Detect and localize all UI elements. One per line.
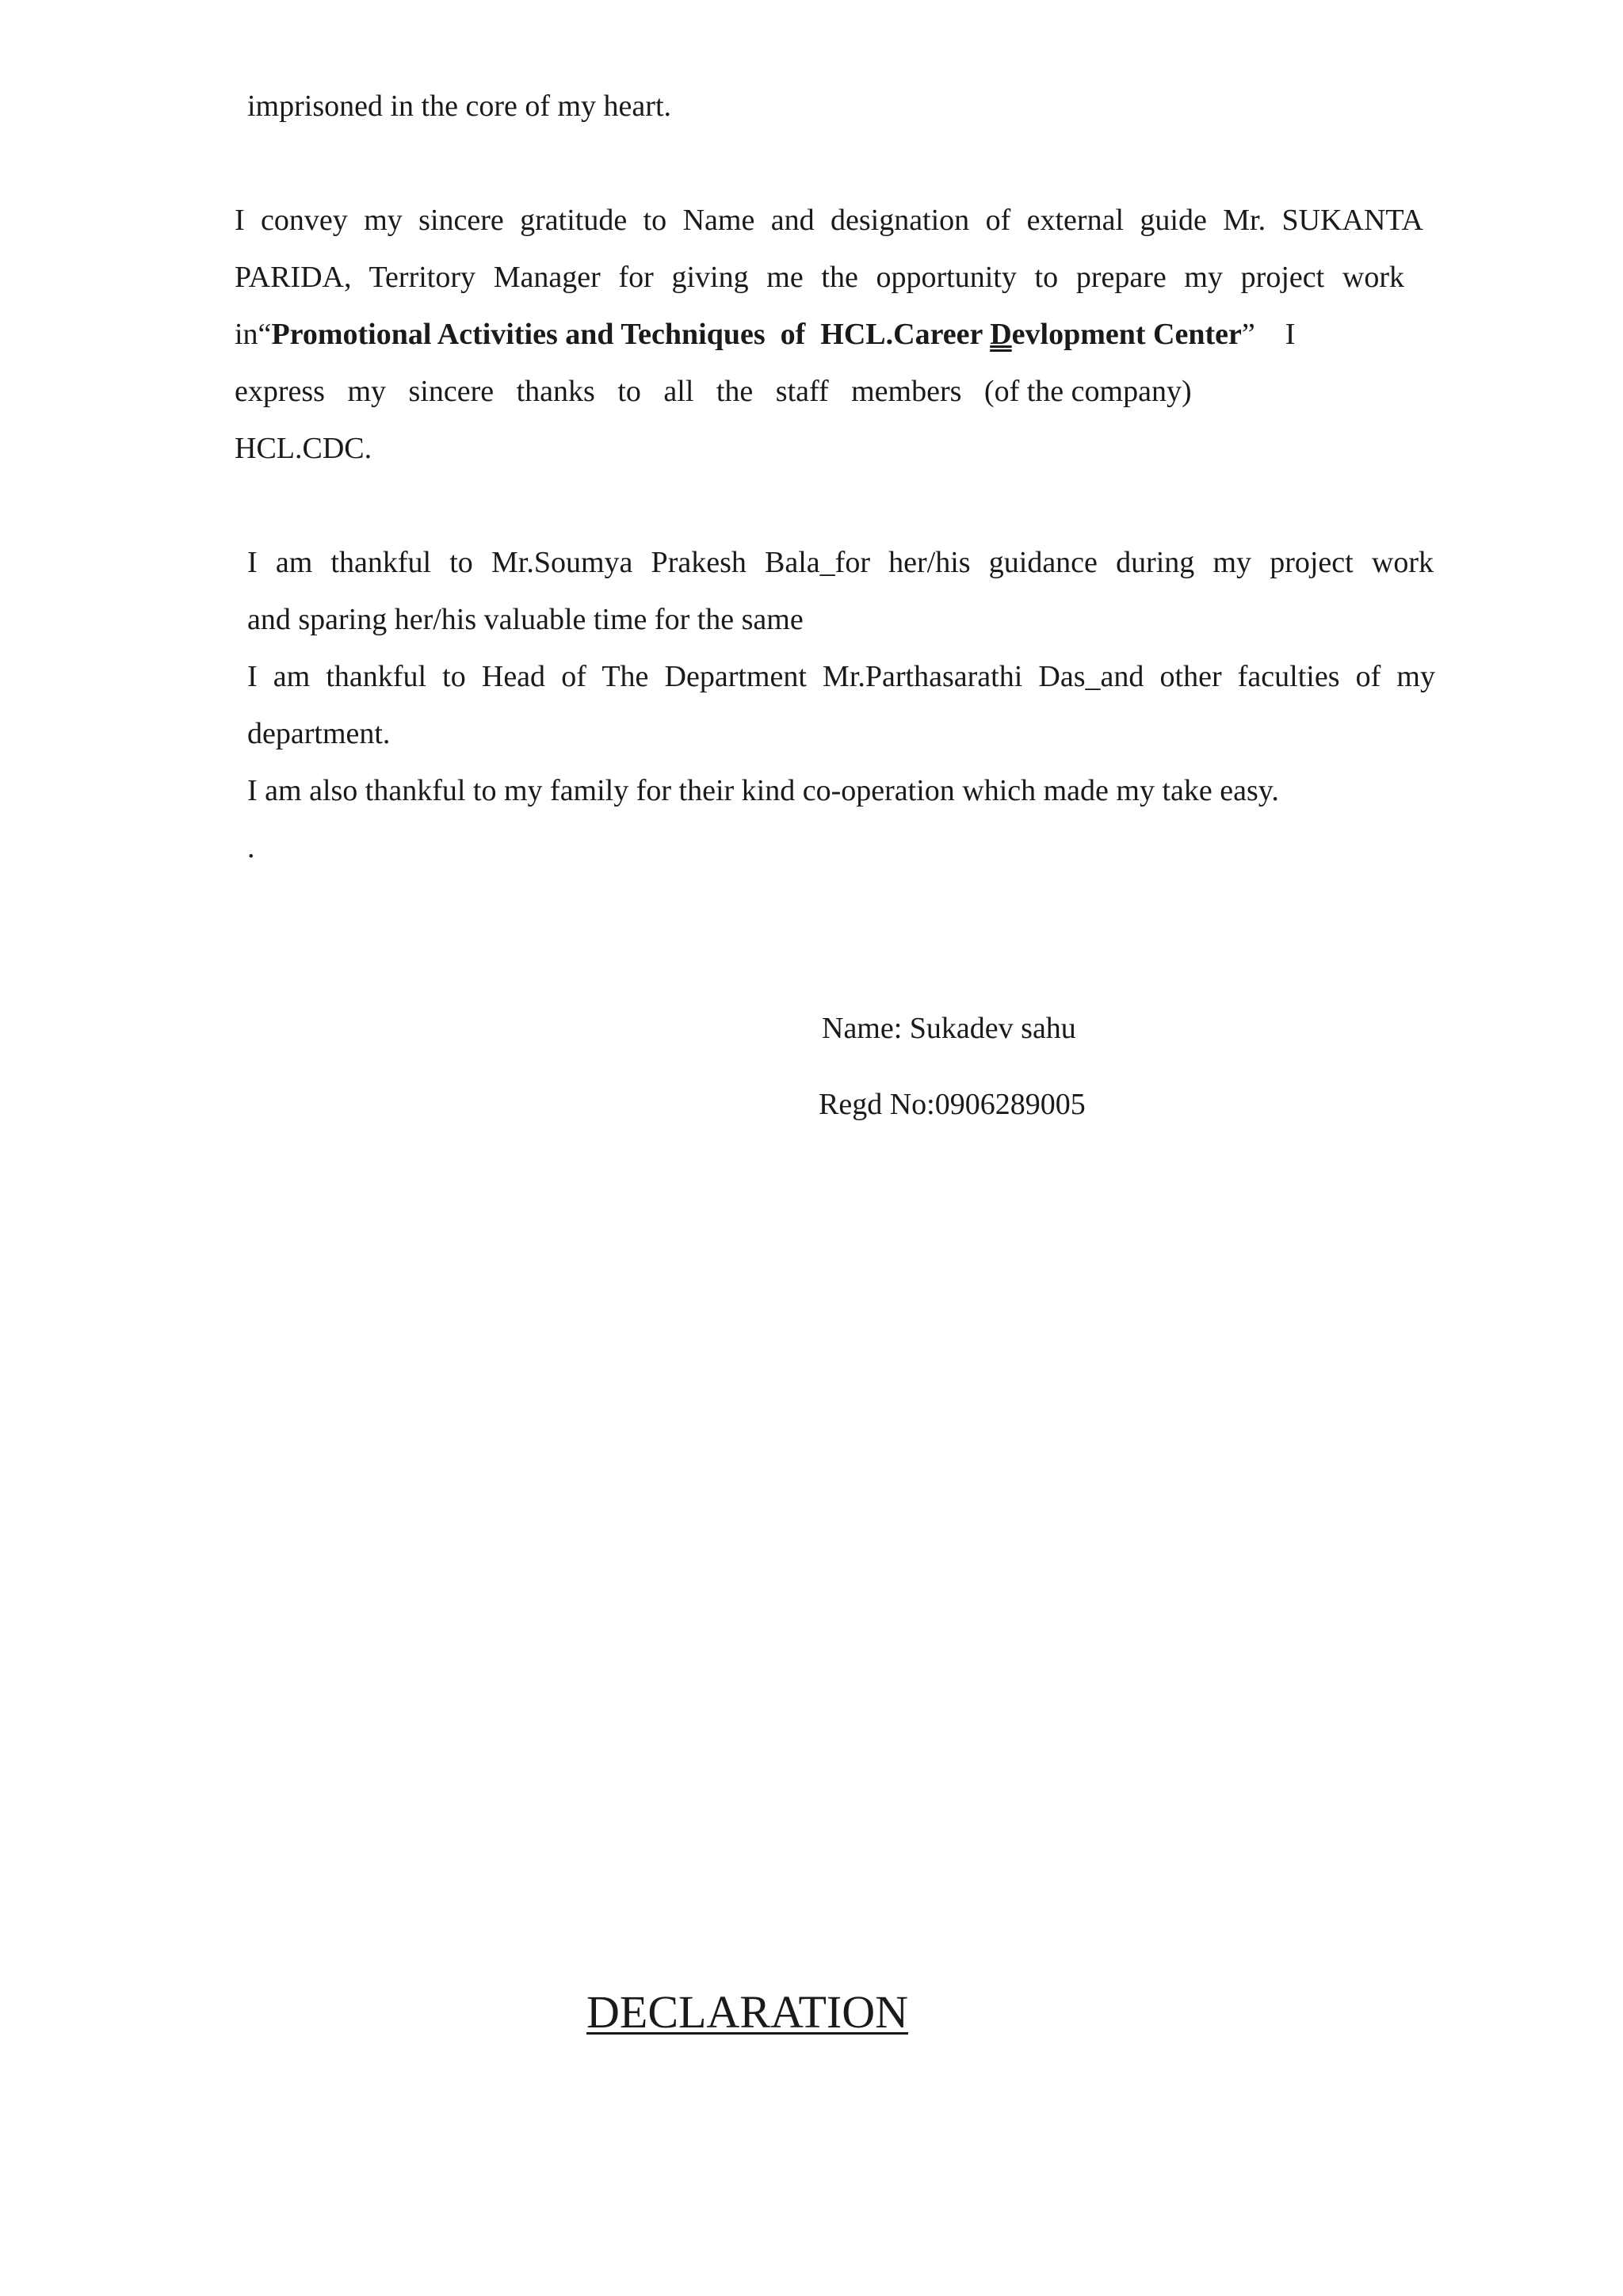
thanks-line-4: department. [247,717,391,750]
project-title-part2: evlopment Center [1011,318,1242,351]
gratitude-line-3 [235,315,1295,353]
thanks-line-5: I am also thankful to my family for their kind co-operation which made my take easy. [247,774,1279,807]
project-title-part1: Promotional Activities and Techniques of HCL.Career [271,318,991,351]
gratitude-line-2: PARIDA, Territory Manager for giving me the opportunity to prepare my project work [235,261,1404,294]
gratitude-line-3-suffix: ” I [1241,318,1296,351]
thanks-line-1: I am thankful to Mr.Soumya Prakesh Bala_for her/his guidance during my project work [247,546,1434,579]
declaration-heading: DECLARATION [586,1986,908,2038]
gratitude-line-1: I convey my sincere gratitude to Name and designation of external guide Mr. SUKANTA [235,204,1423,237]
signature-name: Name: Sukadev sahu [822,1012,1076,1045]
gratitude-line-5: HCL.CDC. [235,432,372,465]
thanks-line-2: and sparing her/his valuable time for the same [247,603,804,636]
signature-regd-no: Regd No:0906289005 [819,1088,1086,1121]
project-title-underlined-letter: D [990,318,1012,351]
intro-end-text: imprisoned in the core of my heart. [247,90,672,123]
thanks-line-3: I am thankful to Head of The Department Mr.Parthasarathi Das_and other faculties of my [247,660,1435,693]
gratitude-line-3-prefix: in“ [235,318,272,351]
thanks-line-6: . [247,831,255,864]
gratitude-line-4: express my sincere thanks to all the staff members (of the company) [235,375,1192,408]
